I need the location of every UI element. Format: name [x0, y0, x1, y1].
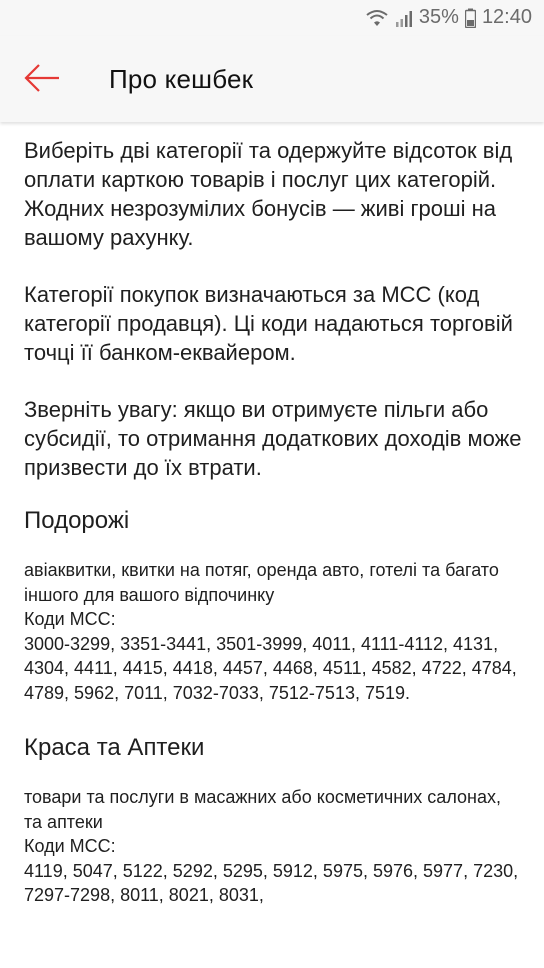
section-title: Подорожі — [24, 507, 130, 534]
signal-icon — [395, 8, 413, 28]
arrow-left-icon — [23, 63, 61, 98]
mcc-codes: 3000-3299, 3351-3441, 3501-3999, 4011, 4111-4112, 4131, 4304, 4411, 4415, 4418, 4457, 4468, 4511, 4582, 4722, 4784, 4789, 5962, 7011, 7032-7033, 7512-7513, 7519. — [24, 633, 517, 703]
category-section-beauty-pharmacy — [24, 733, 544, 908]
wifi-icon — [365, 8, 389, 28]
battery-percent: 35% — [418, 6, 459, 28]
app-bar — [0, 36, 544, 122]
intro-paragraph: Категорії покупок визначаються за МСС (код категорії продавця). Ці коди надаються торговій точці її банком-еквайером. — [24, 282, 513, 365]
category-section-travel — [24, 506, 544, 705]
status-icons — [365, 6, 532, 29]
battery-icon — [465, 8, 476, 28]
status-bar — [0, 0, 544, 36]
page-title: Про кешбек — [109, 64, 254, 94]
content-scroll[interactable] — [0, 122, 544, 968]
intro-paragraph: Зверніть увагу: якщо ви отримуєте пільги або субсидії, то отримання додаткових доходів може призвести до їх втрати. — [24, 397, 522, 480]
section-description: авіаквитки, квитки на потяг, оренда авто, готелі та багато іншого для вашого відпочинку — [24, 560, 499, 605]
back-button[interactable] — [18, 56, 66, 104]
section-description: товари та послуги в масажних або косметичних салонах, та аптеки — [24, 787, 501, 832]
section-title: Краса та Аптеки — [24, 734, 205, 761]
mcc-codes: 4119, 5047, 5122, 5292, 5295, 5912, 5975, 5976, 5977, 7230, 7297-7298, 8011, 8021, 8031, — [24, 860, 519, 905]
intro-paragraph: Виберіть дві категорії та одержуйте відсоток від оплати карткою товарів і послуг цих категорій. Жодних незрозумілих бонусів — живі гроші на вашому рахунку. — [24, 138, 513, 250]
status-time: 12:40 — [481, 6, 532, 28]
mcc-label: Коди МСС: — [24, 609, 116, 629]
mcc-label: Коди МСС: — [24, 836, 116, 856]
